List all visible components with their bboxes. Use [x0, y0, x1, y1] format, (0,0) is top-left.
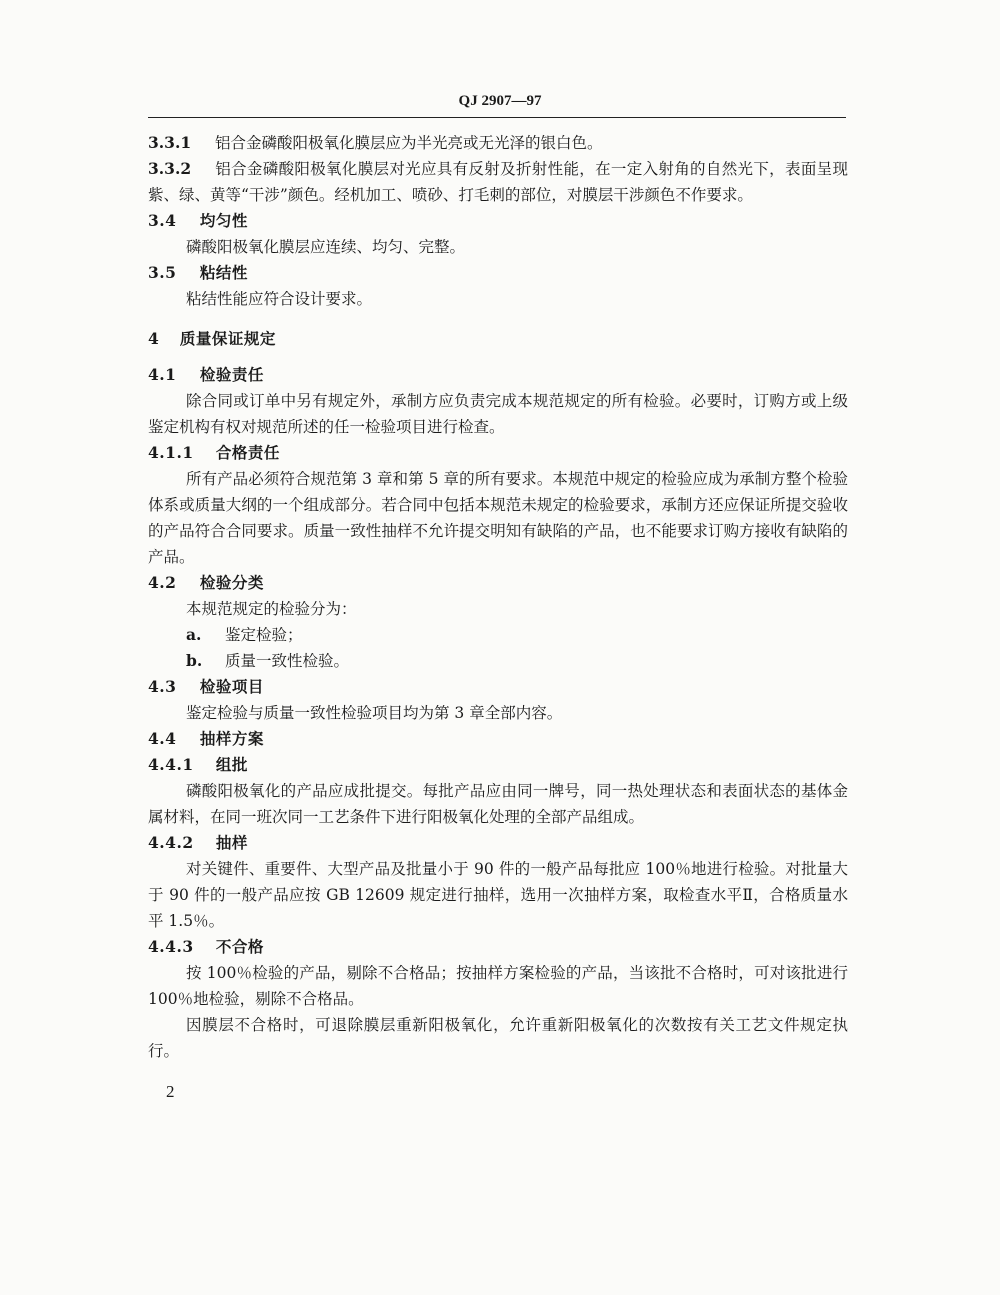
list-item-a	[148, 622, 848, 648]
paragraph-4-2: 本规范规定的检验分为：	[186, 600, 357, 618]
header-rule	[148, 117, 846, 118]
heading-4-4-3	[148, 934, 848, 960]
heading-title: 均匀性	[199, 211, 248, 230]
clause-number: 3.3.2	[148, 159, 192, 178]
heading-title: 检验分类	[199, 573, 264, 592]
heading-title: 抽样	[215, 833, 248, 852]
heading-3-5	[148, 260, 848, 286]
paragraph-4-4-3-a: 按 100％检验的产品，剔除不合格品；按抽样方案检验的产品，当该批不合格时，可对该批进行 100％地检验，剔除不合格品。	[148, 964, 848, 1008]
heading-title: 组批	[215, 755, 248, 774]
heading-number: 4	[148, 329, 160, 348]
heading-4-4	[148, 726, 848, 752]
document-header-code: QJ 2907—97	[458, 93, 542, 109]
heading-number: 4.4	[148, 729, 177, 748]
heading-title: 检验责任	[199, 365, 264, 384]
heading-number: 4.1	[148, 365, 177, 384]
clause-3-3-1	[148, 130, 848, 156]
heading-4-4-2	[148, 830, 848, 856]
clause-number: 3.3.1	[148, 133, 192, 152]
heading-number: 4.2	[148, 573, 177, 592]
paragraph-4-3: 鉴定检验与质量一致性检验项目均为第 3 章全部内容。	[186, 704, 563, 722]
list-mark: a.	[186, 625, 202, 644]
heading-number: 4.4.2	[148, 833, 194, 852]
paragraph-4-4-1: 磷酸阳极氧化的产品应成批提交。每批产品应由同一牌号，同一热处理状态和表面状态的基体金属材料，在同一班次同一工艺条件下进行阳极氧化处理的全部产品组成。	[148, 782, 848, 826]
paragraph-4-1: 除合同或订单中另有规定外，承制方应负责完成本规范规定的所有检验。必要时，订购方或上级鉴定机构有权对规范所述的任一检验项目进行检查。	[148, 392, 848, 436]
heading-number: 4.3	[148, 677, 177, 696]
heading-4-4-1	[148, 752, 848, 778]
clause-text: 铝合金磷酸阳极氧化膜层对光应具有反射及折射性能，在一定入射角的自然光下，表面呈现紫、绿、黄等“干涉”颜色。经机加工、喷砂、打毛刺的部位，对膜层干涉颜色不作要求。	[148, 160, 848, 204]
heading-number: 3.4	[148, 211, 177, 230]
heading-number: 4.4.1	[148, 755, 194, 774]
heading-4-1	[148, 362, 848, 388]
list-text: 质量一致性检验。	[224, 652, 349, 670]
paragraph-3-4: 磷酸阳极氧化膜层应连续、均匀、完整。	[186, 238, 466, 256]
heading-title: 抽样方案	[199, 729, 264, 748]
heading-title: 粘结性	[199, 263, 248, 282]
heading-4-1-1	[148, 440, 848, 466]
heading-4-3	[148, 674, 848, 700]
clause-3-3-2	[148, 156, 848, 208]
heading-3-4	[148, 208, 848, 234]
page-number: 2	[166, 1082, 175, 1101]
paragraph-3-5: 粘结性能应符合设计要求。	[186, 290, 373, 308]
list-item-b	[148, 648, 848, 674]
paragraph-4-1-1: 所有产品必须符合规范第 3 章和第 5 章的所有要求。本规范中规定的检验应成为承制方整个检验体系或质量大纲的一个组成部分。若合同中包括本规范未规定的检验要求，承制方还应保证所提交验收的产品符合合同要求。质量一致性抽样不允许提交明知有缺陷的产品，也不能要求订购方接收有缺陷的产品。	[148, 470, 848, 566]
heading-4	[148, 326, 848, 352]
paragraph-4-4-3-b: 因膜层不合格时，可退除膜层重新阳极氧化，允许重新阳极氧化的次数按有关工艺文件规定执行。	[148, 1016, 848, 1060]
heading-title: 质量保证规定	[179, 329, 276, 348]
list-text: 鉴定检验；	[224, 626, 303, 644]
heading-number: 4.4.3	[148, 937, 194, 956]
heading-4-2	[148, 570, 848, 596]
list-mark: b.	[186, 651, 203, 670]
clause-text: 铝合金磷酸阳极氧化膜层应为半光亮或无光泽的银白色。	[214, 134, 603, 152]
heading-number: 4.1.1	[148, 443, 194, 462]
heading-title: 不合格	[215, 937, 264, 956]
heading-title: 合格责任	[215, 443, 280, 462]
document-body	[148, 130, 848, 1064]
paragraph-4-4-2: 对关键件、重要件、大型产品及批量小于 90 件的一般产品每批应 100％地进行检验。对批量大于 90 件的一般产品应按 GB 12609 规定进行抽样，选用一次抽样方案，取检查水平Ⅱ，合格质量水平 1.5％。	[148, 860, 848, 930]
heading-number: 3.5	[148, 263, 177, 282]
heading-title: 检验项目	[199, 677, 264, 696]
